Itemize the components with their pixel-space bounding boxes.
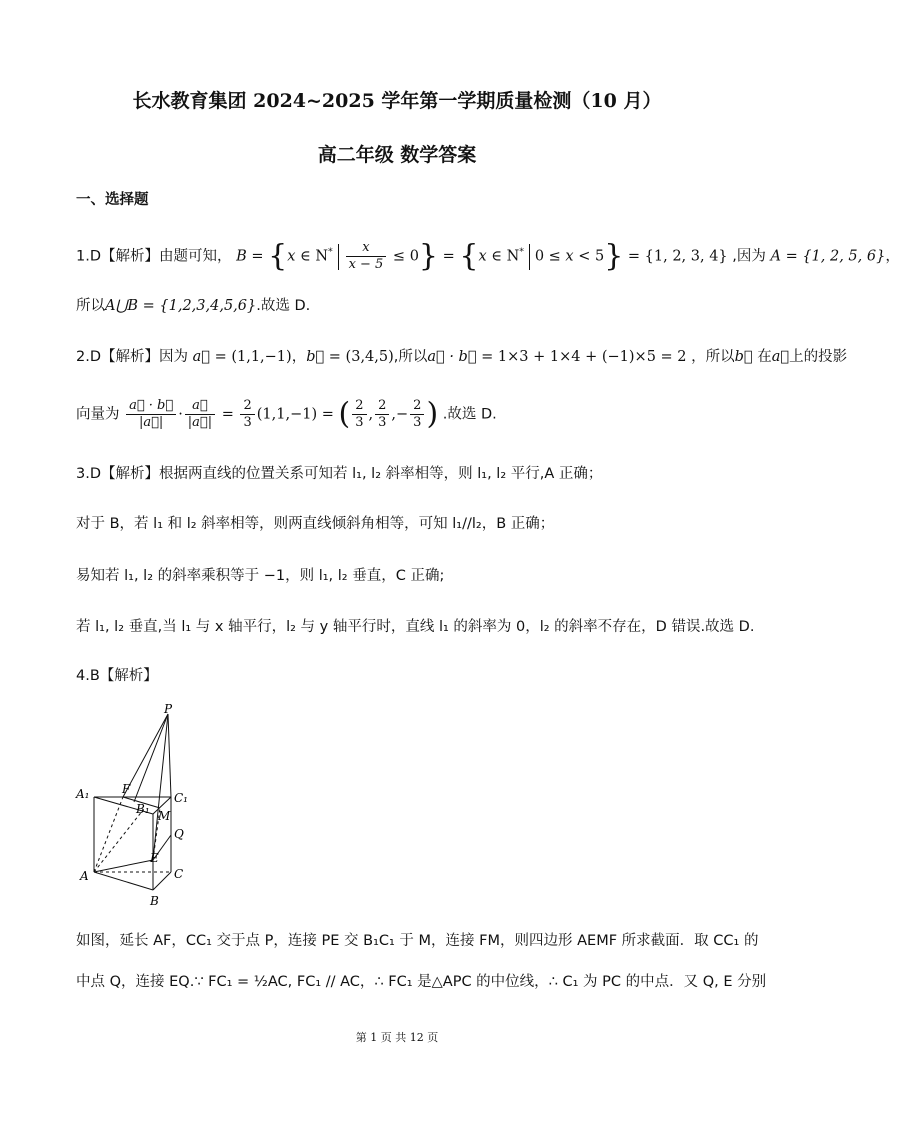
label-C: C bbox=[174, 867, 184, 881]
label-B1: B₁ bbox=[136, 802, 150, 816]
q2-tag: 2.D【解析】因为 bbox=[76, 349, 188, 365]
q1-line1: 1.D【解析】由题可知， B = {x ∈ N* $\frac{x}{x - 5}$ ≤ 0} = {x ∈ N* 0 ≤ x < 5} = {1, 2, 3, 4} ,因为 A = {1, 2, 5, 6}， bbox=[76, 238, 900, 274]
label-C1: C₁ bbox=[174, 791, 188, 805]
q3-line3: 易知若 l₁, l₂ 的斜率乘积等于 −1，则 l₁, l₂ 垂直，C 正确; bbox=[76, 568, 445, 584]
q4-line1: 如图，延长 AF，CC₁ 交于点 P，连接 PE 交 B₁C₁ 于 M，连接 FM，则四边形 AEMF 所求截面．取 CC₁ 的 bbox=[76, 933, 759, 949]
document-title: 长水教育集团 2024~2025 学年第一学期质量检测（10 月） bbox=[132, 90, 662, 112]
q2-line1: 2.D【解析】因为 a⃗ = (1,1,−1)，b⃗ = (3,4,5),所以a⃗ · b⃗ = 1×3 + 1×4 + (−1)×5 = 2 ，所以b⃗ 在a⃗上的投影 bbox=[76, 349, 848, 365]
prism-figure bbox=[70, 700, 210, 915]
q3-line1: 3.D【解析】根据两直线的位置关系可知若 l₁, l₂ 斜率相等，则 l₁, l₂ 平行,A 正确； bbox=[76, 466, 603, 482]
label-E: E bbox=[150, 851, 159, 865]
section-heading: 一、选择题 bbox=[76, 192, 149, 208]
label-B: B bbox=[150, 894, 159, 908]
q1-union: A⋃B = {1,2,3,4,5,6} bbox=[105, 298, 257, 314]
q4-line2: 中点 Q，连接 EQ.∵ FC₁ = ½AC, FC₁ // AC，∴ FC₁ 是△APC 的中位线，∴ C₁ 为 PC 的中点．又 Q, E 分别 bbox=[76, 974, 767, 990]
q3-line4: 若 l₁, l₂ 垂直,当 l₁ 与 x 轴平行，l₂ 与 y 轴平行时，直线 l₁ 的斜率为 0，l₂ 的斜率不存在，D 错误.故选 D. bbox=[76, 619, 755, 635]
q1-line2: 所以A⋃B = {1,2,3,4,5,6}.故选 D. bbox=[76, 298, 311, 314]
q1-setA: A = {1, 2, 5, 6} bbox=[770, 248, 886, 265]
q1-tag: 1.D【解析】由题可知， bbox=[76, 248, 232, 265]
q2-dot-result: = 1×3 + 1×4 + (−1)×5 = 2 bbox=[481, 349, 687, 365]
q4-tag: 4.B【解析】 bbox=[76, 668, 158, 684]
label-F: F bbox=[122, 782, 131, 796]
label-Q: Q bbox=[174, 827, 184, 841]
page-number: 第 1 页 共 12 页 bbox=[355, 1031, 439, 1044]
q3-line2: 对于 B，若 l₁ 和 l₂ 斜率相等，则两直线倾斜角相等，可知 l₁//l₂，B 正确； bbox=[76, 516, 555, 532]
label-M: M bbox=[158, 809, 171, 823]
q1-because: ,因为 bbox=[732, 248, 766, 265]
document-subtitle: 高二年级 数学答案 bbox=[317, 144, 477, 166]
label-A: A bbox=[80, 869, 89, 883]
label-A1: A₁ bbox=[76, 787, 90, 801]
label-P: P bbox=[164, 702, 173, 716]
q2-line2: 向量为 $\frac{a⃗ \cdot b⃗}{|a⃗|}$ · $\frac{a⃗}{|a⃗|}$ = $\frac{2}{3}$ (1,1,−1) = ( $\frac{2}{3}$ , $\frac{2}{3}$ ,− $\frac{2}{3}$ ) .故选 D. bbox=[76, 396, 497, 432]
